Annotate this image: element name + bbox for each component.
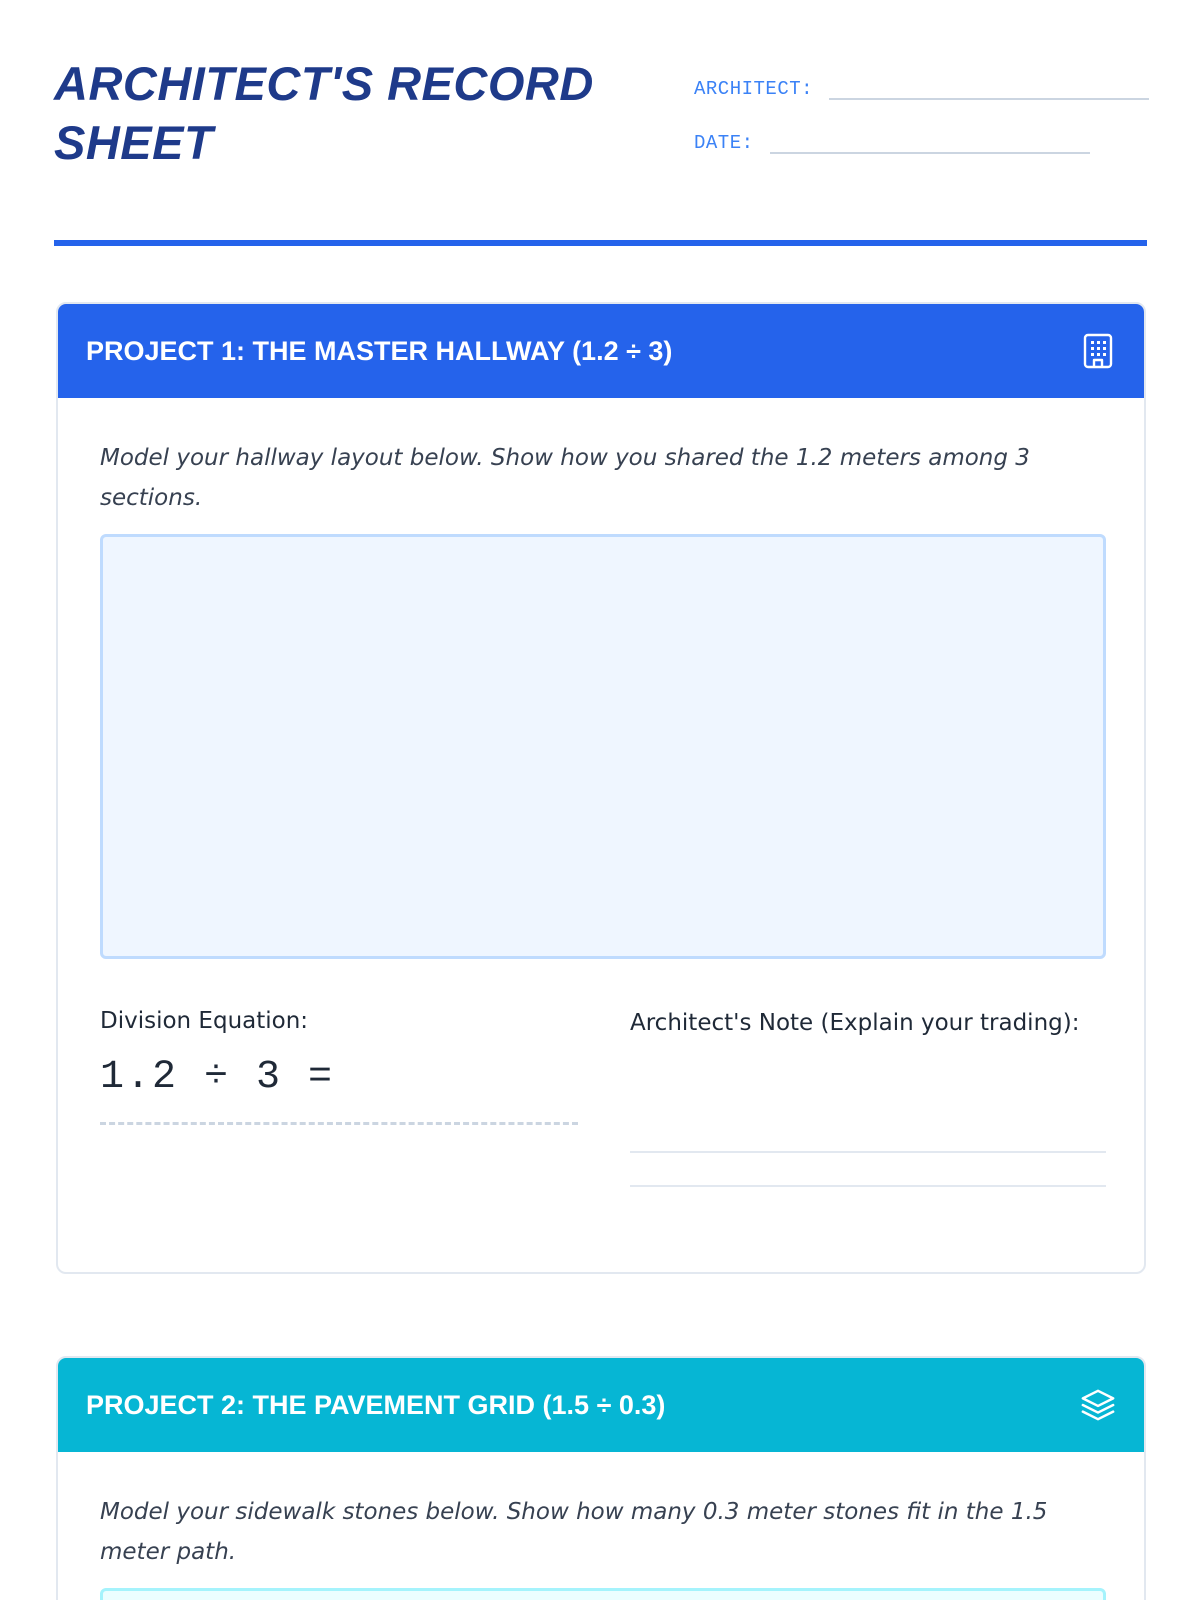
project-2-body (58, 1452, 1144, 1600)
date-field[interactable] (770, 126, 1090, 154)
date-row (694, 126, 1090, 154)
architect-row (694, 72, 1149, 100)
note-block (630, 1003, 1106, 1187)
layers-icon (1080, 1387, 1116, 1423)
equation-label: Division Equation: (100, 1008, 309, 1034)
project-1-header (58, 304, 1144, 398)
project-1-instruction: Model your hallway layout below. Show how you shared the 1.2 meters among 3 sections. (100, 445, 1030, 511)
project-1-card (56, 302, 1146, 1274)
architect-label: ARCHITECT: (694, 78, 814, 100)
project-1-answers (100, 1003, 1102, 1263)
note-line[interactable] (630, 1185, 1106, 1187)
sheet-header (54, 54, 1147, 234)
architect-field[interactable] (829, 72, 1149, 100)
page-title: ARCHITECT'S RECORD SHEET (54, 57, 594, 169)
project-2-header (58, 1358, 1144, 1452)
project-2-instruction: Model your sidewalk stones below. Show how many 0.3 meter stones fit in the 1.5 meter path. (100, 1499, 1048, 1565)
header-divider (54, 240, 1147, 246)
equation-block (100, 1003, 578, 1125)
date-label: DATE: (694, 132, 754, 154)
project-2-title: PROJECT 2: THE PAVEMENT GRID (1.5 ÷ 0.3) (86, 1389, 666, 1420)
project-2-card (56, 1356, 1146, 1600)
note-label: Architect's Note (Explain your trading): (630, 1010, 1080, 1036)
project-1-model-area[interactable] (100, 534, 1106, 959)
equation-answer-line[interactable] (100, 1122, 578, 1125)
equation-text: 1.2 ÷ 3 = (100, 1055, 335, 1100)
project-1-body (58, 398, 1144, 1263)
project-2-model-area[interactable] (100, 1588, 1106, 1600)
project-1-title: PROJECT 1: THE MASTER HALLWAY (1.2 ÷ 3) (86, 335, 673, 366)
note-line[interactable] (630, 1151, 1106, 1153)
building-icon (1080, 333, 1116, 369)
